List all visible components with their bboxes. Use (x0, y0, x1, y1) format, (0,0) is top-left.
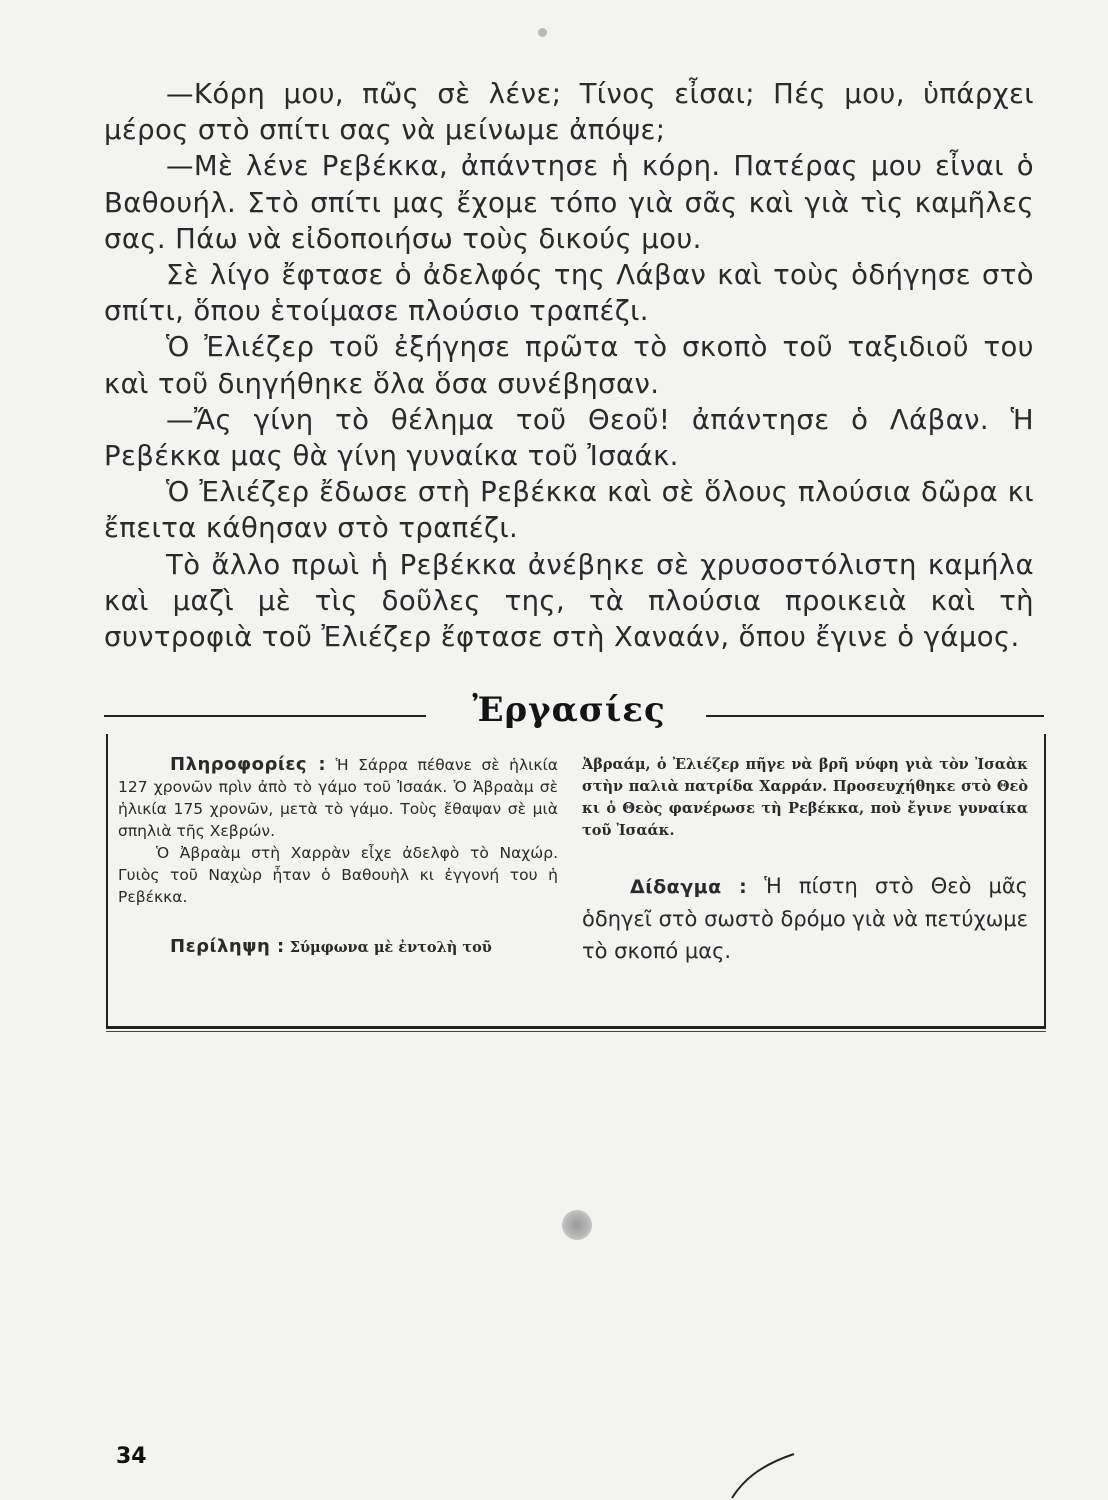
story-paragraph: Ὁ Ἐλιέζερ ἔδωσε στὴ Ρεβέκκα καὶ σὲ ὅλους πλούσια δῶρα κι ἔπειτα κάθησαν στὸ τραπέζι. (104, 476, 1034, 545)
summary-paragraph (118, 936, 558, 959)
info-paragraph (118, 754, 558, 842)
tasks-heading: Ἐργασίες (472, 690, 666, 730)
info-text-1: Ἡ Σάρρα πέθανε σὲ ἡλικία 127 χρονῶν πρὶν ἀπὸ τὸ γάμο τοῦ Ἰσαάκ. Ὁ Ἀβραὰμ σὲ ἡλικία 175 χρονῶν, μετὰ τὸ γάμο. Τοὺς ἔθαψαν σὲ μιὰ σπηλιὰ τῆς Χεβρών. (118, 756, 558, 840)
tasks-heading-row (104, 690, 1044, 740)
tasks-box (106, 734, 1046, 1029)
summary-label: Περίληψη : (170, 936, 285, 957)
story-paragraph: —Κόρη μου, πῶς σὲ λένε; Τίνος εἶσαι; Πές μου, ὑπάρχει μέρος στὸ σπίτι σας νὰ μείνωμε ἀπόψε; (104, 78, 1034, 147)
info-label: Πληροφορίες : (170, 754, 327, 775)
tasks-left-column (118, 754, 558, 959)
lesson-paragraph (582, 870, 1028, 967)
story-paragraph: —Μὲ λένε Ρεβέκκα, ἀπάντησε ἡ κόρη. Πατέρας μου εἶναι ὁ Βαθουήλ. Στὸ σπίτι μας ἔχομε τόπο γιὰ σᾶς καὶ γιὰ τὶς καμῆλες σας. Πάω νὰ εἰδοποιήσω τοὺς δικούς μου. (104, 150, 1034, 255)
box-double-rule (106, 1031, 1046, 1032)
summary-start: Σύμφωνα μὲ ἐντολὴ τοῦ (289, 939, 492, 956)
info-paragraph-2: Ὁ Ἀβραὰμ στὴ Χαρρὰν εἶχε ἀδελφὸ τὸ Ναχώρ. Γυιὸς τοῦ Ναχὼρ ἦταν ὁ Βαθουὴλ κι ἐγγονή του ἡ Ρεβέκκα. (118, 844, 558, 906)
ink-stamp-mark (562, 1210, 592, 1240)
lesson-text: Ἡ πίστη στὸ Θεὸ μᾶς ὁδηγεῖ στὸ σωστὸ δρόμο γιὰ νὰ πετύχωμε τὸ σκοπό μας. (582, 874, 1028, 963)
story-paragraph: Ὁ Ἐλιέζερ τοῦ ἐξήγησε πρῶτα τὸ σκοπὸ τοῦ ταξιδιοῦ του καὶ τοῦ διηγήθηκε ὅλα ὅσα συνέβησαν. (104, 331, 1034, 400)
tasks-right-column (582, 754, 1028, 967)
heading-rule-right (706, 715, 1044, 717)
heading-rule-left (104, 715, 426, 717)
story-paragraph: Σὲ λίγο ἔφτασε ὁ ἀδελφός της Λάβαν καὶ τοὺς ὁδήγησε στὸ σπίτι, ὅπου ἑτοίμασε πλούσιο τραπέζι. (104, 259, 1034, 328)
story-paragraph: —Ἄς γίνη τὸ θέλημα τοῦ Θεοῦ! ἀπάντησε ὁ Λάβαν. Ἡ Ρεβέκκα μας θὰ γίνη γυναίκα τοῦ Ἰσαάκ. (104, 403, 1034, 473)
story-paragraph: Τὸ ἄλλο πρωὶ ἡ Ρεβέκκα ἀνέβηκε σὲ χρυσοστόλιστη καμήλα καὶ μαζὶ μὲ τὶς δοῦλες της, τὰ πλούσια προικειὰ καὶ τὴ συντροφιὰ τοῦ Ἐλιέζερ ἔφτασε στὴ Χαναάν, ὅπου ἔγινε ὁ γάμος. (104, 548, 1034, 654)
summary-continued: Ἀβραάμ, ὁ Ἐλιέζερ πῆγε νὰ βρῆ νύφη γιὰ τὸν Ἰσαὰκ στὴν παλιὰ πατρίδα Χαρράν. Προσευχήθηκε στὸ Θεὸ κι ὁ Θεὸς φανέρωσε τὴ Ρεβέκκα, ποὺ ἔγινε γυναίκα τοῦ Ἰσαάκ. (582, 756, 1028, 839)
story-text (104, 76, 1034, 655)
page-number: 34 (116, 1444, 147, 1469)
lesson-label: Δίδαγμα : (630, 876, 748, 898)
print-dot (538, 28, 547, 37)
pen-stroke-mark (728, 1452, 798, 1500)
